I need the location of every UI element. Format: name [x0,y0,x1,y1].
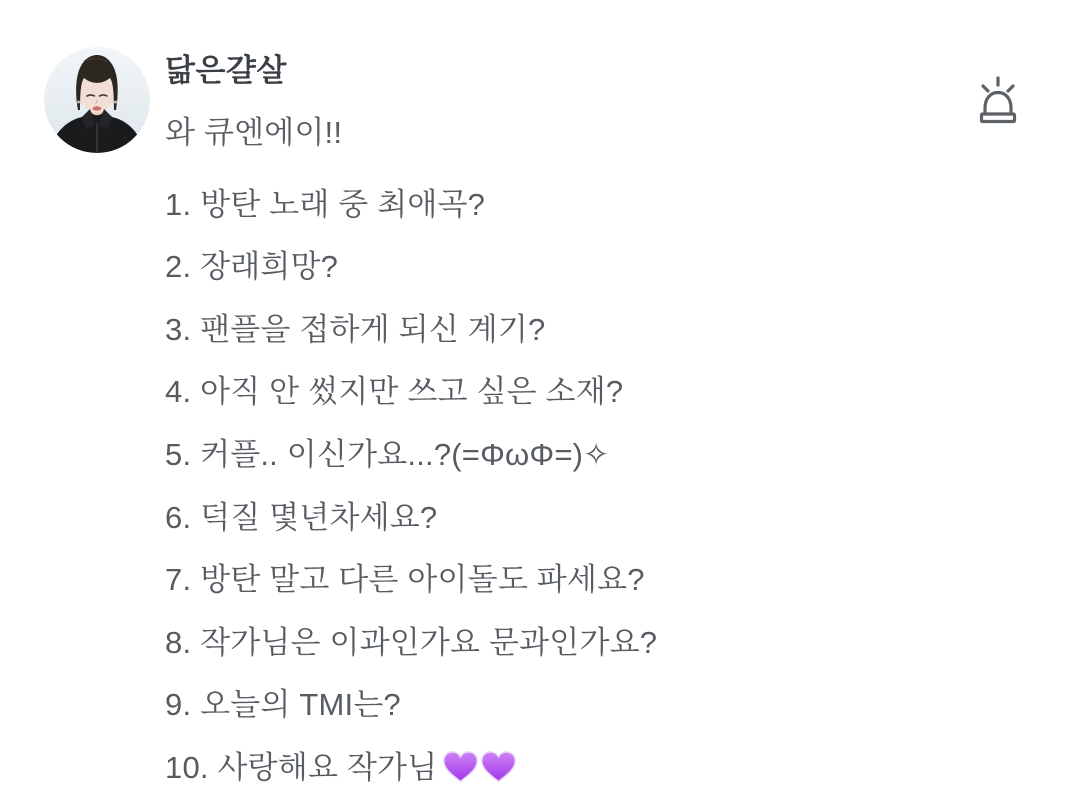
purple-heart-icon [479,749,518,785]
post-text-line: 8. 작가님은 이과인가요 문과인가요? [165,624,658,660]
post-text-line: 6. 덕질 몇년차세요? [165,499,438,535]
post-text-line: 7. 방탄 말고 다른 아이돌도 파세요? [165,562,645,598]
post-text-line: 4. 아직 안 썼지만 쓰고 싶은 소재? [165,374,624,410]
purple-heart-icon [441,749,480,785]
post-text-line: 1. 방탄 노래 중 최애곡? [165,186,486,222]
username[interactable]: 닮은걀살 [165,53,287,88]
siren-icon [975,73,1021,125]
post-text-line: 와 큐엔에이!! [165,115,343,150]
post-text-line: 3. 팬플을 접하게 되신 계기? [165,311,546,347]
report-button[interactable] [975,73,1021,125]
post-body [165,102,960,807]
post-text-line: 9. 오늘의 TMI는? [165,687,401,723]
post-content [165,52,960,807]
post-text-line [165,737,960,807]
avatar[interactable] [44,47,150,153]
post-text-line: 5. 커플.. 이신가요...?(=ΦωΦ=)✧ [165,436,610,472]
purple-hearts [441,744,517,807]
post-text-line: 2. 장래희망? [165,249,339,285]
post-text-line-text: 10. 사랑해요 작가님 [165,749,438,785]
avatar-portrait-image [44,47,150,153]
